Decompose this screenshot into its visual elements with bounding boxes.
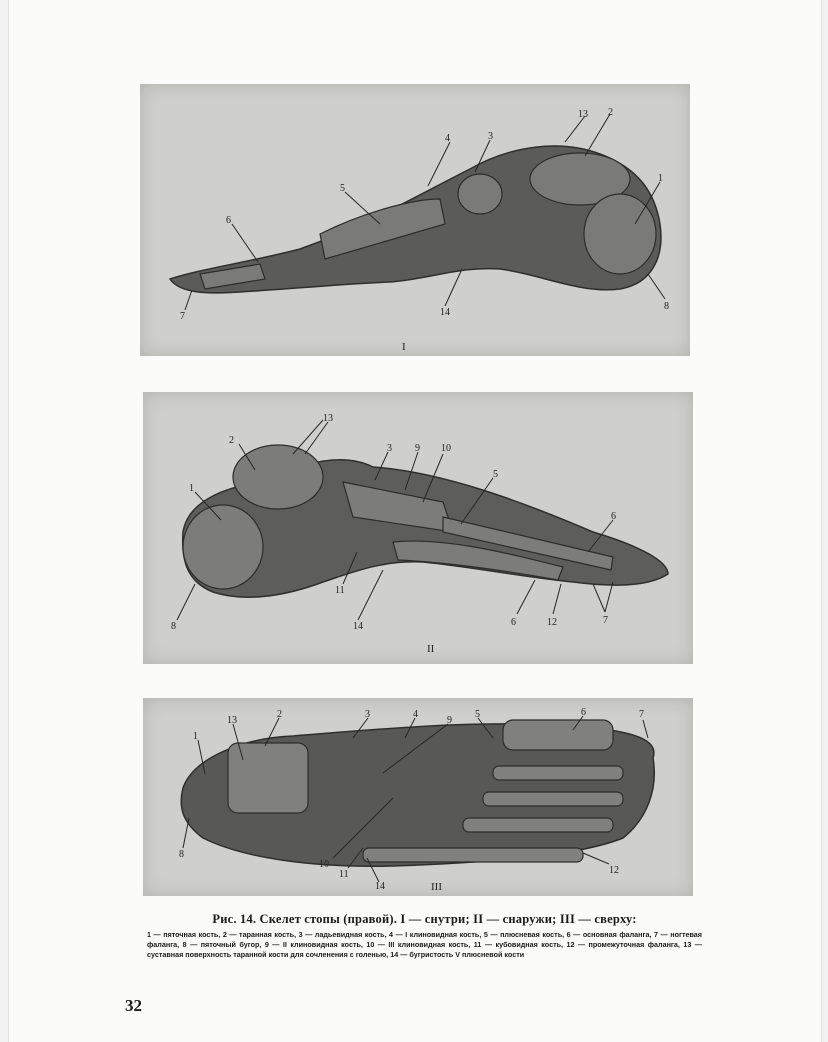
label-1: 1 (658, 173, 663, 184)
label-3: 3 (387, 443, 392, 454)
label-5: 5 (340, 183, 345, 194)
label-7: 7 (603, 615, 608, 626)
label-4: 4 (413, 709, 418, 720)
figure-caption (147, 912, 702, 960)
label-6: 6 (511, 617, 516, 628)
label-10: 10 (319, 859, 329, 870)
label-2: 2 (277, 709, 282, 720)
label-6: 6 (581, 707, 586, 718)
label-3: 3 (365, 709, 370, 720)
label-11: 11 (335, 585, 345, 596)
label-12: 12 (547, 617, 557, 628)
label-1: 1 (189, 483, 194, 494)
book-page (8, 0, 822, 1042)
page-number: 32 (125, 996, 142, 1015)
label-8: 8 (664, 301, 669, 312)
figure-panel-2 (143, 392, 693, 664)
label-6: 6 (611, 511, 616, 522)
label-10: 10 (441, 443, 451, 454)
label-7: 7 (639, 709, 644, 720)
label-13: 13 (227, 715, 237, 726)
label-13: 13 (578, 109, 588, 120)
foot-skeleton-medial-view (140, 84, 690, 356)
label-5: 5 (475, 709, 480, 720)
panel-roman-numeral: I (402, 341, 406, 353)
label-7: 7 (180, 311, 185, 322)
label-5: 5 (493, 469, 498, 480)
figure-panel-1 (140, 84, 690, 356)
label-14: 14 (375, 881, 385, 892)
label-9: 9 (415, 443, 420, 454)
label-2: 2 (229, 435, 234, 446)
label-9: 9 (447, 715, 452, 726)
caption-title: Рис. 14. Скелет стопы (правой). I — снутри; II — снаружи; III — сверху: (212, 912, 637, 926)
panel-roman-numeral: III (431, 881, 442, 893)
label-4: 4 (445, 133, 450, 144)
label-11: 11 (339, 869, 349, 880)
panel-roman-numeral: II (427, 643, 435, 655)
label-6: 6 (226, 215, 231, 226)
foot-skeleton-lateral-view (143, 392, 693, 664)
figure-panel-3 (143, 698, 693, 896)
label-8: 8 (179, 849, 184, 860)
label-14: 14 (353, 621, 363, 632)
label-1: 1 (193, 731, 198, 742)
label-14: 14 (440, 307, 450, 318)
label-3: 3 (488, 131, 493, 142)
label-12: 12 (609, 865, 619, 876)
label-8: 8 (171, 621, 176, 632)
label-13: 13 (323, 413, 333, 424)
caption-legend: 1 — пяточная кость, 2 — таранная кость, 3 — ладьевидная кость, 4 — I клиновидная кость, 5 — плюсневая кость, 6 — основная фаланга, 7 — ногтевая фаланга, 8 — пяточный бугор, 9 — II клиновидная кость, 10 — III клиновидная кость, 11 — кубовидная кость, 12 — промежуточная фаланга, 13 — суставная поверхность таранной кости для сочленения с голенью, 14 — бугристость V плюсневой кости (147, 930, 702, 959)
label-2: 2 (608, 107, 613, 118)
